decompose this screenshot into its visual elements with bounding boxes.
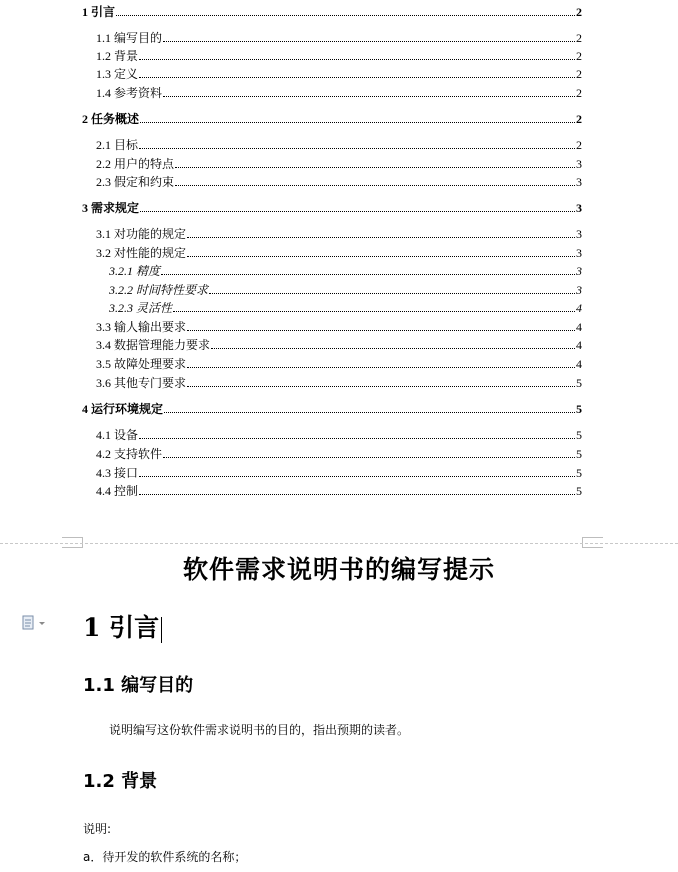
toc-entry-title: 背景 — [114, 49, 139, 63]
toc-entry-title: 故障处理要求 — [114, 357, 187, 371]
toc-entry-page: 2 — [576, 49, 582, 63]
toc-entry[interactable] — [82, 3, 582, 19]
toc-dot-leader — [139, 59, 575, 60]
toc-entry-page: 5 — [576, 402, 582, 416]
toc-entry-page: 5 — [576, 447, 582, 461]
toc-dot-leader — [139, 438, 575, 439]
toc-entry-label — [96, 357, 186, 371]
toc-entry-number: 1.1 — [96, 31, 111, 45]
toc-entry-title: 需求规定 — [91, 201, 140, 215]
toc-entry[interactable] — [82, 199, 582, 215]
toc-entry[interactable] — [96, 29, 582, 45]
toc-entry-page: 5 — [576, 376, 582, 390]
toc-entry-page: 3 — [576, 246, 582, 260]
toc-dot-leader — [164, 412, 575, 413]
toc-entry-label — [96, 246, 186, 260]
toc-entry-number: 3.5 — [96, 357, 111, 371]
toc-dot-leader — [140, 211, 575, 212]
toc-entry-title: 对功能的规定 — [114, 227, 187, 241]
toc-entry[interactable] — [109, 299, 582, 315]
toc-dot-leader — [175, 167, 575, 168]
toc-entry-page: 5 — [576, 466, 582, 480]
text-cursor — [161, 617, 162, 643]
toc-entry[interactable] — [96, 374, 582, 390]
toc-entry[interactable] — [96, 173, 582, 189]
toc-entry[interactable] — [82, 400, 582, 416]
toc-entry-label — [82, 402, 163, 416]
toc-entry-label — [96, 86, 162, 100]
toc-dot-leader — [173, 311, 575, 312]
toc-entry[interactable] — [96, 318, 582, 334]
toc-entry-label — [96, 31, 162, 45]
toc-entry-title: 数据管理能力要求 — [114, 338, 211, 352]
toc-entry-label — [109, 283, 208, 297]
toc-entry-title: 支持软件 — [114, 447, 163, 461]
toc-entry-title: 用户的特点 — [114, 157, 175, 171]
toc-entry-label — [82, 201, 139, 215]
toc-entry[interactable] — [109, 262, 582, 278]
toc-entry-number: 3.2.1 — [109, 264, 133, 278]
toc-entry-label — [109, 264, 160, 278]
toc-dot-leader — [187, 367, 575, 368]
toc-entry-title: 控制 — [114, 484, 139, 498]
toc-entry-label — [96, 320, 186, 334]
toc-dot-leader — [187, 386, 575, 387]
toc-entry-page: 2 — [576, 67, 582, 81]
toc-dot-leader — [163, 96, 575, 97]
toc-entry-label — [96, 49, 138, 63]
toc-dot-leader — [209, 293, 575, 294]
toc-entry-page: 3 — [576, 264, 582, 278]
toc-entry-page: 2 — [576, 86, 582, 100]
toc-entry-title: 对性能的规定 — [114, 246, 187, 260]
list-item-a: a．待开发的软件系统的名称； — [83, 850, 247, 864]
paragraph-purpose: 说明编写这份软件需求说明书的目的，指出预期的读者。 — [109, 723, 410, 737]
toc-entry[interactable] — [109, 281, 582, 297]
toc-entry-number: 1 — [82, 5, 88, 19]
toc-entry[interactable] — [96, 47, 582, 63]
toc-entry-number: 3.2 — [96, 246, 111, 260]
toc-entry-label — [96, 466, 138, 480]
toc-entry-number: 4.1 — [96, 428, 111, 442]
toc-entry-number: 3.1 — [96, 227, 111, 241]
toc-entry[interactable] — [96, 355, 582, 371]
toc-entry-number: 4 — [82, 402, 88, 416]
toc-entry-page: 3 — [576, 175, 582, 189]
toc-entry-page: 2 — [576, 138, 582, 152]
toc-entry-page: 2 — [576, 5, 582, 19]
toc-dot-leader — [161, 274, 575, 275]
document-title: 软件需求说明书的编写提示 — [182, 555, 495, 584]
toc-entry-title: 其他专门要求 — [114, 376, 187, 390]
toc-dot-leader — [139, 148, 575, 149]
toc-entry[interactable] — [96, 65, 582, 81]
toc-entry-page: 4 — [576, 320, 582, 334]
toc-entry-page: 5 — [576, 484, 582, 498]
toc-entry[interactable] — [96, 244, 582, 260]
toc-entry-label — [96, 67, 138, 81]
toc-entry-number: 2.3 — [96, 175, 111, 189]
toc-entry-number: 4.3 — [96, 466, 111, 480]
toc-dot-leader — [116, 15, 575, 16]
toc-entry[interactable] — [96, 225, 582, 241]
toc-entry-number: 3.3 — [96, 320, 111, 334]
toc-entry-title: 设备 — [114, 428, 139, 442]
toc-entry-number: 4.4 — [96, 484, 111, 498]
toc-entry[interactable] — [96, 336, 582, 352]
toc-dot-leader — [140, 122, 575, 123]
toc-dot-leader — [163, 41, 575, 42]
heading-2-purpose: 1.1 编写目的 — [83, 675, 194, 696]
toc-entry-title: 接口 — [114, 466, 139, 480]
toc-entry-label — [96, 175, 174, 189]
toc-entry-label — [96, 338, 210, 352]
toc-entry-number: 3.2.3 — [109, 301, 133, 315]
toc-dot-leader — [175, 185, 575, 186]
toc-entry-page: 4 — [576, 338, 582, 352]
toc-dot-leader — [139, 77, 575, 78]
toc-entry-label — [96, 376, 186, 390]
toc-entry-label — [82, 112, 139, 126]
toc-entry-number: 3.4 — [96, 338, 111, 352]
toc-entry-page: 4 — [576, 301, 582, 315]
toc-entry-title: 目标 — [114, 138, 139, 152]
toc-entry-page: 4 — [576, 357, 582, 371]
toc-entry-page: 3 — [576, 283, 582, 297]
toc-entry-number: 3 — [82, 201, 88, 215]
toc-entry-title: 参考资料 — [114, 86, 163, 100]
toc-entry-label — [96, 227, 186, 241]
toc-entry-label — [82, 5, 115, 19]
toc-dot-leader — [211, 348, 575, 349]
toc-entry-number: 1.3 — [96, 67, 111, 81]
toc-entry-number: 3.6 — [96, 376, 111, 390]
toc-entry-number: 2.1 — [96, 138, 111, 152]
toc-entry-title: 假定和约束 — [114, 175, 175, 189]
heading-1-text: 1 引言 — [83, 613, 160, 642]
toc-entry-title: 编写目的 — [114, 31, 163, 45]
toc-entry-label — [96, 447, 162, 461]
toc-entry[interactable] — [96, 464, 582, 480]
toc-entry-page: 5 — [576, 428, 582, 442]
toc-entry-title: 时间特性要求 — [136, 283, 209, 297]
heading-1-introduction[interactable] — [83, 608, 162, 644]
toc-entry-label — [96, 484, 138, 498]
toc-entry-page: 3 — [576, 201, 582, 215]
paragraph-explain-label: 说明: — [83, 822, 112, 836]
toc-entry-number: 2.2 — [96, 157, 111, 171]
toc-entry-number: 2 — [82, 112, 88, 126]
toc-entry-label — [96, 138, 138, 152]
toc-dot-leader — [187, 256, 575, 257]
toc-entry-number: 1.4 — [96, 86, 111, 100]
toc-entry-title: 灵活性 — [136, 301, 173, 315]
toc-entry-title: 输人输出要求 — [114, 320, 187, 334]
toc-entry-title: 定义 — [114, 67, 139, 81]
toc-entry-title: 引言 — [91, 5, 116, 19]
toc-entry-label — [96, 157, 174, 171]
toc-entry-number: 3.2.2 — [109, 283, 133, 297]
paragraph-options-icon[interactable] — [22, 615, 48, 631]
toc-entry-page: 3 — [576, 227, 582, 241]
toc-entry[interactable] — [96, 445, 582, 461]
toc-entry-label — [109, 301, 172, 315]
toc-entry-number: 1.2 — [96, 49, 111, 63]
toc-entry-title: 精度 — [136, 264, 161, 278]
toc-dot-leader — [187, 237, 575, 238]
toc-entry-title: 运行环境规定 — [91, 402, 164, 416]
toc-entry-page: 2 — [576, 31, 582, 45]
toc-dot-leader — [139, 476, 575, 477]
toc-dot-leader — [139, 494, 575, 495]
toc-entry-page: 3 — [576, 157, 582, 171]
toc-entry[interactable] — [82, 110, 582, 126]
heading-2-background: 1.2 背景 — [83, 771, 158, 792]
toc-dot-leader — [163, 457, 575, 458]
page-break-divider — [0, 543, 678, 545]
toc-entry-number: 4.2 — [96, 447, 111, 461]
toc-entry-title: 任务概述 — [91, 112, 140, 126]
toc-dot-leader — [187, 330, 575, 331]
toc-entry[interactable] — [96, 155, 582, 171]
toc-entry-label — [96, 428, 138, 442]
toc-entry[interactable] — [96, 426, 582, 442]
toc-entry[interactable] — [96, 482, 582, 498]
toc-entry[interactable] — [96, 136, 582, 152]
toc-entry[interactable] — [96, 84, 582, 100]
toc-entry-page: 2 — [576, 112, 582, 126]
